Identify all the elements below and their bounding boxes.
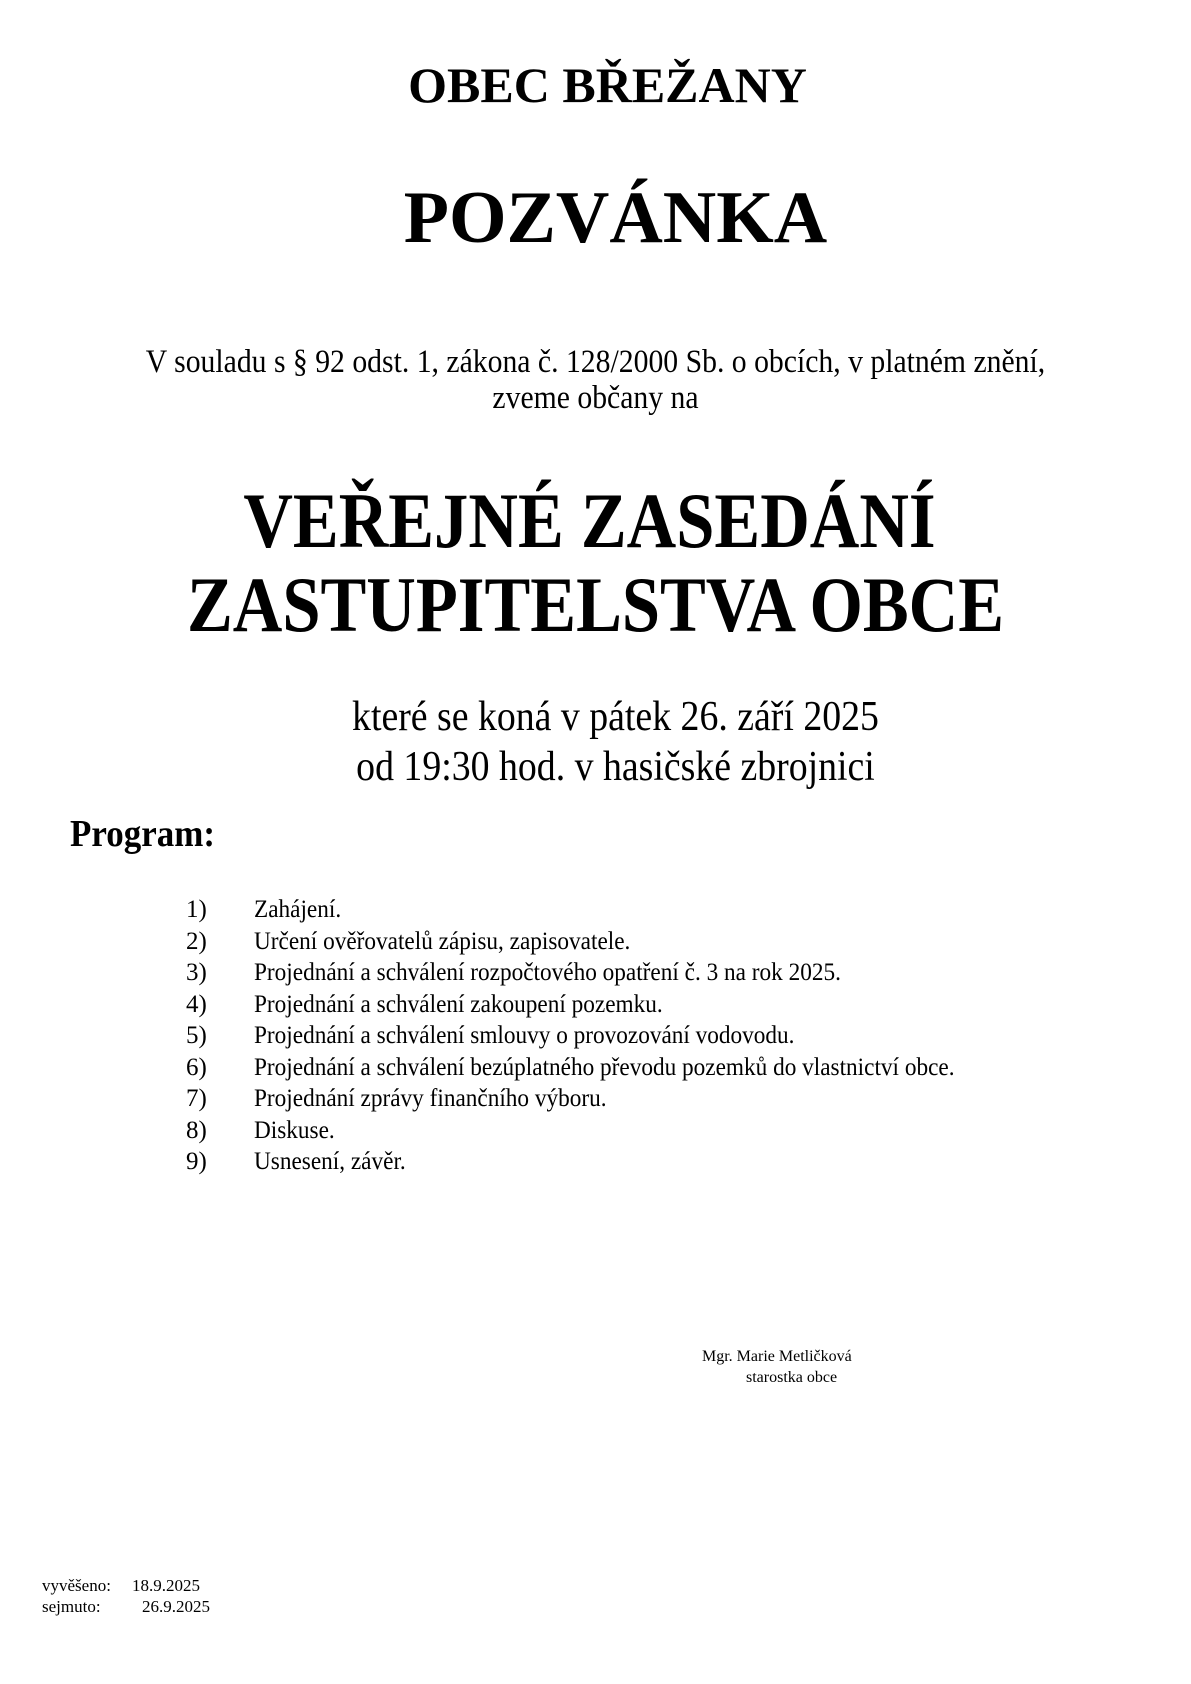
posted-row xyxy=(42,1575,210,1596)
agenda-item-text: Projednání zprávy finančního výboru. xyxy=(254,1085,607,1112)
agenda-item xyxy=(186,1083,1007,1115)
removed-label: sejmuto: xyxy=(42,1597,101,1616)
agenda-item xyxy=(186,957,1007,989)
meeting-title-line-2: ZASTUPITELSTVA OBCE xyxy=(186,561,1004,648)
agenda-item-text: Projednání a schválení rozpočtového opatření č. 3 na rok 2025. xyxy=(254,959,841,986)
agenda-item-number: 8) xyxy=(186,1116,207,1144)
intro-line-1: V souladu s § 92 odst. 1, zákona č. 128/2000 Sb. o obcích, v platném znění, xyxy=(145,344,1046,380)
program-heading: Program: xyxy=(70,813,215,855)
agenda-item-number: 1) xyxy=(186,896,207,923)
meeting-date: které se koná v pátek 26. září 2025 xyxy=(352,694,879,740)
intro-line-2: zveme občany na xyxy=(492,380,699,416)
signature-block xyxy=(702,1346,852,1388)
removed-date: 26.9.2025 xyxy=(142,1597,210,1616)
agenda-item-number: 2) xyxy=(186,927,207,955)
agenda-item-number: 9) xyxy=(186,1148,207,1175)
signatory-role: starostka obce xyxy=(746,1369,838,1386)
agenda-list xyxy=(186,894,1007,1178)
agenda-item xyxy=(186,1115,1007,1147)
removed-row xyxy=(42,1596,210,1617)
agenda-item-text: Diskuse. xyxy=(254,1116,335,1144)
agenda-item xyxy=(186,926,1007,958)
document-title: POZVÁNKA xyxy=(403,177,828,259)
meeting-time-place: od 19:30 hod. v hasičské zbrojnici xyxy=(356,744,875,790)
agenda-item-number: 7) xyxy=(186,1085,207,1112)
agenda-item xyxy=(186,1052,1007,1084)
agenda-item-text: Projednání a schválení bezúplatného převodu pozemků do vlastnictví obce. xyxy=(254,1053,955,1081)
agenda-item-number: 3) xyxy=(186,959,207,986)
agenda-item xyxy=(186,989,1007,1021)
agenda-item-number: 4) xyxy=(186,990,207,1018)
agenda-item-number: 6) xyxy=(186,1053,207,1081)
agenda-item-text: Usnesení, závěr. xyxy=(254,1148,406,1175)
agenda-item-text: Určení ověřovatelů zápisu, zapisovatele. xyxy=(254,927,631,955)
agenda-item-text: Zahájení. xyxy=(254,896,342,923)
signatory-name: Mgr. Marie Metličková xyxy=(702,1348,852,1365)
posted-label: vyvěšeno: xyxy=(42,1576,111,1595)
agenda-item-number: 5) xyxy=(186,1022,207,1049)
agenda-item-text: Projednání a schválení smlouvy o provozování vodovodu. xyxy=(254,1022,795,1049)
meeting-title-line-1: VEŘEJNÉ ZASEDÁNÍ xyxy=(243,477,936,564)
posting-dates xyxy=(42,1575,210,1617)
village-name: OBEC BŘEŽANY xyxy=(408,57,807,113)
posted-date: 18.9.2025 xyxy=(132,1576,200,1595)
agenda-item-text: Projednání a schválení zakoupení pozemku. xyxy=(254,990,663,1018)
agenda-item xyxy=(186,1020,1007,1052)
agenda-item xyxy=(186,894,1007,926)
agenda-item xyxy=(186,1146,1007,1178)
